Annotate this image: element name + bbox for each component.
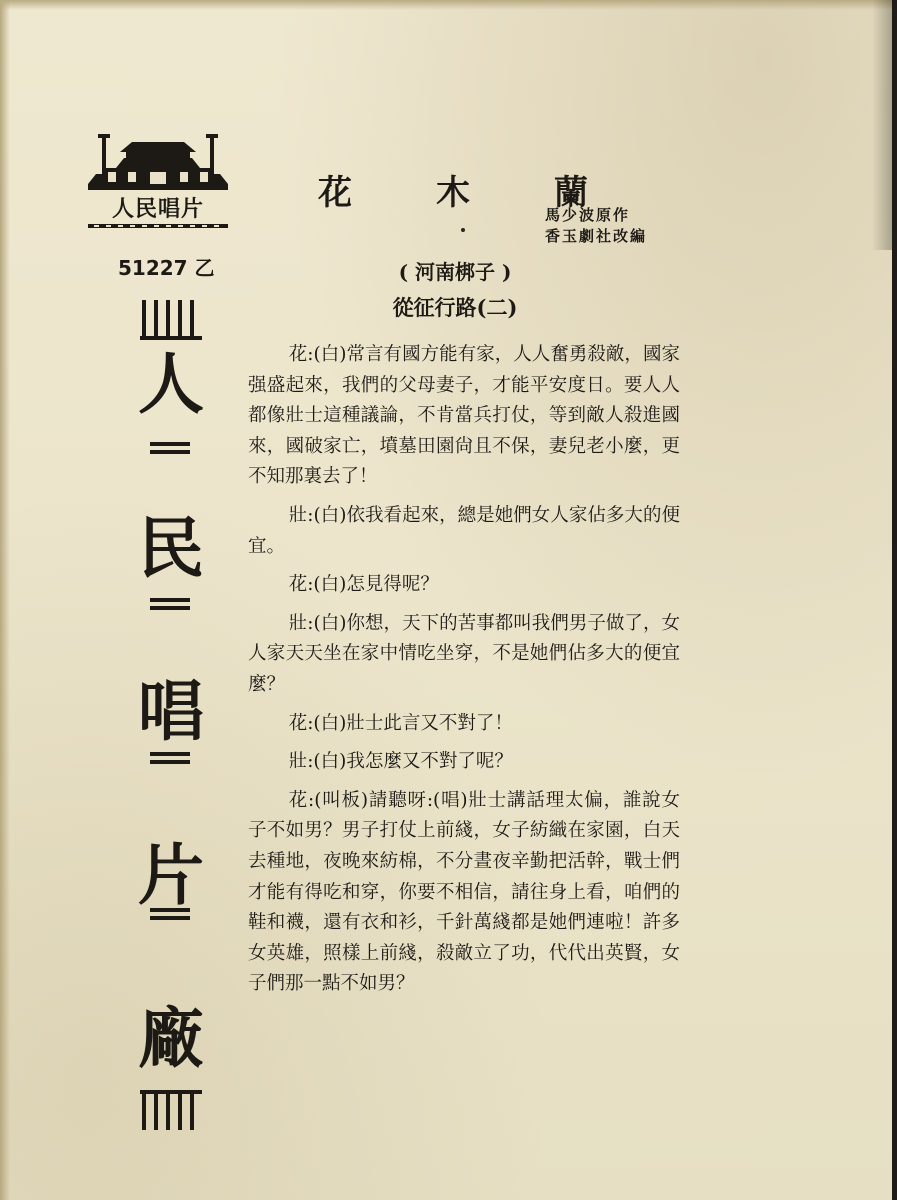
dialogue-paragraph: 花:(白)常言有國方能有家，人人奮勇殺敵，國家强盛起來，我們的父母妻子，才能平安度日。要人人都像壯士這種議論，不肯當兵打仗，等到敵人殺進國來，國破家亡，墳墓田園尙且不保，妻兒老小麼，更不知那裏去了！ [248, 344, 680, 488]
dialogue-paragraph: 花:(白)怎見得呢？ [288, 574, 439, 596]
vertical-char: 人 [138, 346, 204, 423]
ink-dot [461, 228, 465, 232]
gate-of-heavenly-peace-icon [88, 128, 228, 194]
genre-label: ( 河南梆子 ) [398, 260, 512, 284]
credits [545, 205, 695, 247]
page-top-edge [0, 0, 897, 10]
title-char: 花 [318, 173, 352, 213]
dialogue-paragraph: 壯:(白)我怎麼又不對了呢？ [288, 751, 513, 773]
vertical-char: 民 [138, 509, 204, 587]
page-left-edge [0, 0, 10, 1200]
title-char: 蘭 [554, 173, 588, 213]
dialogue-paragraph: 壯:(白)你想，天下的苦事都叫我們男子做了，女人家天天坐在家中情吃坐穿，不是她們佔多大的便宜麼？ [248, 612, 680, 695]
section-title: 從征行路(二) [392, 295, 518, 320]
vertical-factory-name [134, 292, 208, 1138]
page-shadow [872, 0, 892, 250]
catalog-number: 51227 乙 [118, 256, 215, 280]
logo-text: 人民唱片 [111, 197, 204, 222]
vertical-char: 片 [138, 836, 204, 914]
vertical-char: 唱 [138, 673, 204, 750]
title-char: 木 [436, 173, 470, 213]
logo-ornament-bar [88, 222, 228, 230]
script-body [248, 340, 680, 1000]
record-label-logo [88, 128, 228, 238]
dialogue-paragraph: 花:(白)壯士此言又不對了！ [288, 712, 513, 734]
adapter-credit: 香玉劇社改編 [545, 227, 648, 245]
page-right-edge [892, 0, 897, 1200]
author-credit: 馬少波原作 [545, 206, 631, 224]
vertical-char: 廠 [138, 1000, 204, 1077]
vertical-factory-text [134, 346, 208, 1077]
dialogue-paragraph: 花:(叫板)請聽呀:(唱)壯士講話理太偏，誰說女子不如男？男子打仗上前綫，女子紡織在家園，白天去種地，夜晚來紡棉，不分晝夜辛勤把活幹，戰士們才能有得吃和穿，你要不相信，請往身上看，咱們的鞋和襪，還有衣和衫，千針萬綫都是她們連啦！許多女英雄，照樣上前綫，殺敵立了功，代代出英賢，女子們那一點不如男？ [248, 789, 680, 995]
dialogue-paragraph: 壯:(白)依我看起來，總是她們女人家佔多大的便宜。 [248, 504, 680, 557]
